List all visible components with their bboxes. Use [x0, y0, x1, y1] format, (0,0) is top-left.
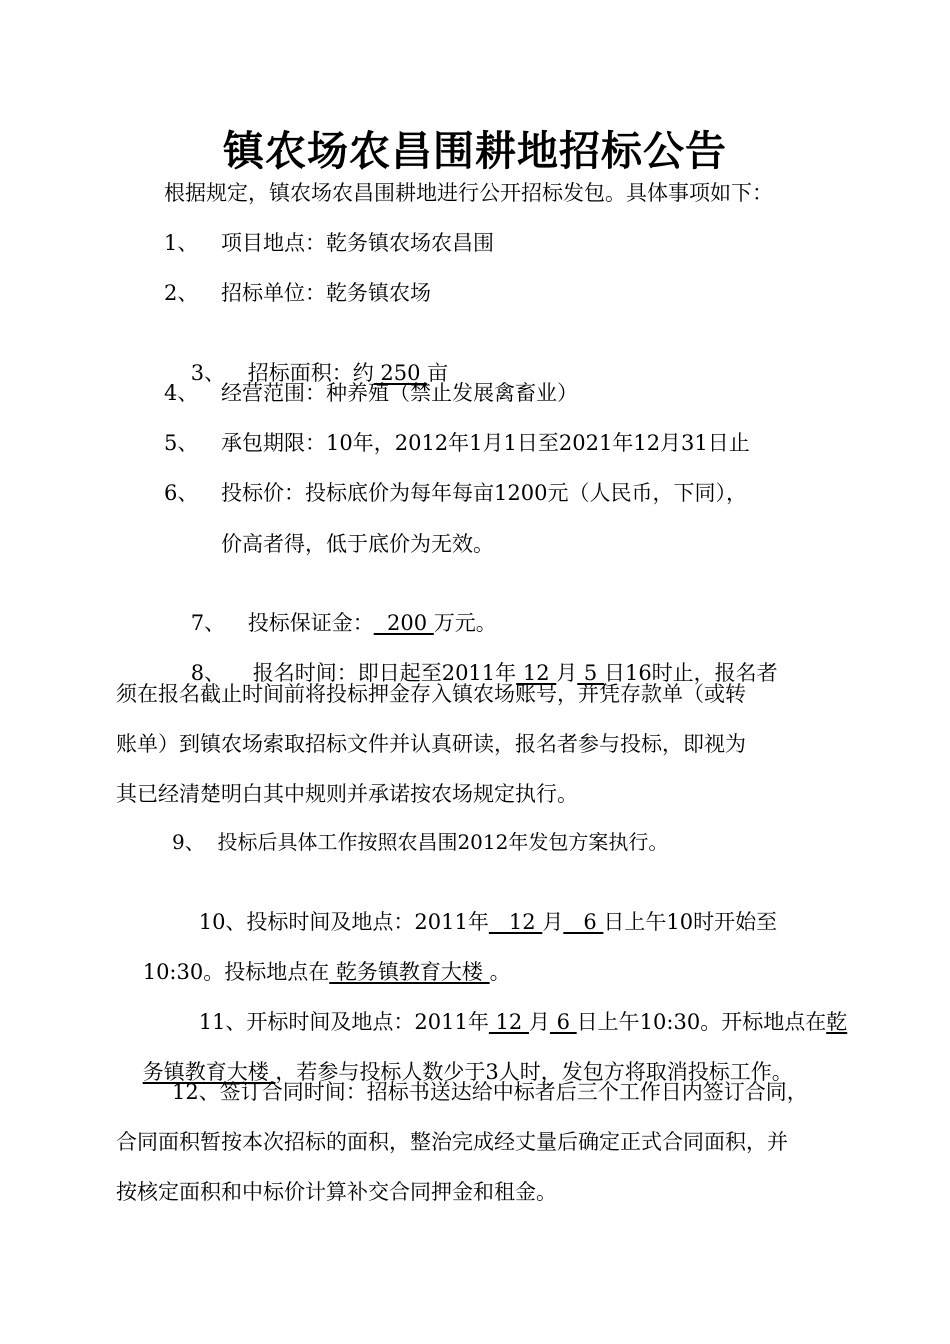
item-text: 日16时止，报名者: [603, 661, 778, 685]
list-item-5: [164, 428, 750, 458]
list-item-4: [164, 378, 578, 408]
item-text: 项目地点：乾务镇农场农昌围: [221, 231, 494, 255]
item-text: 10:30。投标地点在: [142, 960, 330, 984]
bid-location: 乾务镇教育大楼: [329, 960, 490, 984]
list-item-12: 12、签订合同时间：招标书送达给中标者后三个工作日内签订合同，: [172, 1080, 808, 1104]
opening-location: 务镇教育大楼: [142, 1060, 276, 1084]
signup-month: 12: [516, 661, 557, 685]
deposit-value: 200: [373, 611, 434, 635]
list-item-6-continuation: 价高者得，低于底价为无效。: [221, 532, 494, 556]
item-text: 月: [542, 910, 564, 934]
item-text: 投标保证金：: [247, 611, 374, 635]
item-text: 月: [528, 1010, 550, 1034]
opening-day: 6: [549, 1010, 577, 1034]
item-text: 日上午10:30。开标地点在: [576, 1010, 827, 1034]
item-text: 月: [556, 661, 578, 685]
item-text-suffix: 万元。: [433, 611, 497, 635]
item-number: 5、: [164, 431, 199, 455]
item-text: 。: [489, 960, 511, 984]
item-number: 6、: [164, 481, 199, 505]
list-item-6: [164, 478, 747, 508]
item-text: ，若参与投标人数少于3人时，发包方将取消投标工作。: [275, 1060, 793, 1084]
item-number: 4、: [164, 381, 199, 405]
item-number: 7、: [190, 611, 226, 635]
item-8-line-2: 须在报名截止时间前将投标押金存入镇农场账号，并凭存款单（或转: [116, 682, 746, 706]
list-item-9: 9、 投标后具体工作按照农昌围2012年发包方案执行。: [172, 830, 669, 854]
opening-location-start: 乾: [826, 1010, 848, 1034]
item-text: 承包期限：10年，2012年1月1日至2021年12月31日止: [221, 431, 750, 455]
item-number: 2、: [164, 281, 199, 305]
item-text: 招标面积：约: [247, 361, 374, 385]
item-text: 报名时间：即日起至2011年: [252, 661, 517, 685]
document-title: 镇农场农昌围耕地招标公告: [223, 127, 727, 175]
item-number: 8、: [190, 661, 226, 685]
list-item-2: [164, 278, 431, 308]
item-text: 招标单位：乾务镇农场: [221, 281, 431, 305]
item-text: 经营范围：种养殖（禁止发展禽畜业）: [221, 381, 578, 405]
bid-month: 12: [488, 910, 543, 934]
bid-day: 6: [563, 910, 604, 934]
item-8-line-3: 账单）到镇农场索取招标文件并认真研读，报名者参与投标，即视为: [116, 732, 746, 756]
item-number: 1、: [164, 231, 199, 255]
item-text-suffix: 亩: [427, 361, 449, 385]
signup-day: 5: [577, 661, 604, 685]
item-12-line-3: 按核定面积和中标价计算补交合同押金和租金。: [116, 1180, 557, 1204]
intro-paragraph: 根据规定，镇农场农昌围耕地进行公开招标发包。具体事项如下：: [164, 181, 773, 205]
area-value: 250: [373, 361, 428, 385]
item-number: 3、: [190, 361, 226, 385]
opening-month: 12: [488, 1010, 529, 1034]
item-12-line-2: 合同面积暂按本次招标的面积，整治完成经丈量后确定正式合同面积，并: [116, 1130, 788, 1154]
item-8-line-4: 其已经清楚明白其中规则并承诺按农场规定执行。: [116, 782, 578, 806]
list-item-1: [164, 228, 494, 258]
item-text: 11、开标时间及地点：2011年: [198, 1010, 489, 1034]
item-text: 日上午10时开始至: [603, 910, 778, 934]
item-text: 投标价：投标底价为每年每亩1200元（人民币，下同），: [221, 481, 747, 505]
item-text: 10、投标时间及地点：2011年: [198, 910, 489, 934]
